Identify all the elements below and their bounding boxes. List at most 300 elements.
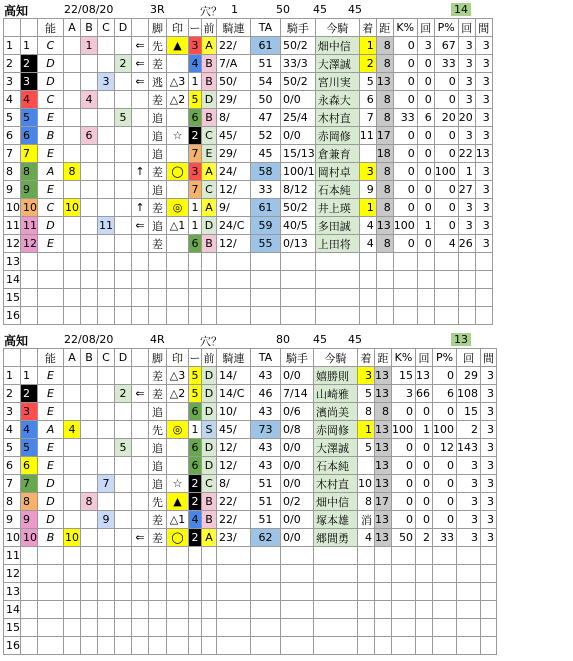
count-2-cell[interactable]: 20 [458, 109, 475, 127]
p-pct-cell[interactable]: 0 [433, 403, 457, 421]
rank-c-cell[interactable] [98, 127, 115, 145]
finish-cell[interactable] [358, 583, 375, 601]
distance-cell[interactable]: 17 [376, 127, 393, 145]
dash-cell[interactable]: 6 [189, 235, 202, 253]
distance-cell[interactable]: 13 [376, 217, 393, 235]
row-no-cell[interactable]: 8 [4, 163, 21, 181]
ta-cell[interactable]: 50 [251, 91, 281, 109]
count-1-cell[interactable]: 0 [417, 235, 434, 253]
ability-cell[interactable]: E [38, 403, 64, 421]
prev-cell[interactable]: B [202, 73, 217, 91]
current-jockey-cell[interactable] [315, 253, 359, 271]
rank-b-cell[interactable] [81, 55, 98, 73]
rank-b-cell[interactable] [81, 637, 98, 655]
dash-cell[interactable] [189, 637, 202, 655]
current-jockey-cell[interactable]: 赤岡修 [314, 421, 358, 439]
distance-cell[interactable]: 8 [376, 163, 393, 181]
prev-cell[interactable]: C [202, 475, 217, 493]
jockey-combo-cell[interactable]: 10/ [217, 403, 251, 421]
jockey-combo-cell[interactable]: 22/ [217, 511, 251, 529]
count-1-cell[interactable]: 0 [417, 199, 434, 217]
dash-cell[interactable]: 1 [189, 217, 202, 235]
count-2-cell[interactable]: 2 [457, 421, 481, 439]
rank-d-cell[interactable] [115, 637, 132, 655]
count-2-cell[interactable]: 3 [458, 91, 475, 109]
rank-c-cell[interactable] [98, 289, 115, 307]
arrow-cell[interactable] [132, 307, 149, 325]
interval-cell[interactable]: 3 [475, 73, 492, 91]
mark-cell[interactable]: ☆ [167, 475, 189, 493]
rank-a-cell[interactable] [64, 439, 81, 457]
finish-cell[interactable]: 8 [358, 403, 375, 421]
rank-c-cell[interactable] [98, 457, 115, 475]
ta-cell[interactable]: 62 [251, 529, 281, 547]
ability-cell[interactable]: D [38, 511, 64, 529]
distance-cell[interactable] [376, 289, 393, 307]
count-2-cell[interactable] [457, 601, 481, 619]
row-no-cell[interactable]: 12 [4, 565, 21, 583]
prev-cell[interactable]: D [202, 439, 217, 457]
jockey-cell[interactable] [281, 271, 316, 289]
arrow-cell[interactable] [132, 127, 149, 145]
rank-b-cell[interactable] [81, 421, 98, 439]
dash-cell[interactable]: 1 [189, 421, 202, 439]
arrow-cell[interactable] [132, 583, 149, 601]
rank-d-cell[interactable] [115, 583, 132, 601]
rank-d-cell[interactable] [115, 493, 132, 511]
count-1-cell[interactable]: 0 [416, 511, 433, 529]
jockey-combo-cell[interactable] [217, 307, 251, 325]
interval-cell[interactable]: 3 [475, 235, 492, 253]
rank-b-cell[interactable] [81, 73, 98, 91]
arrow-cell[interactable] [132, 289, 149, 307]
jockey-cell[interactable]: 0/6 [281, 403, 314, 421]
style-cell[interactable] [149, 619, 167, 637]
rank-a-cell[interactable] [64, 181, 81, 199]
distance-cell[interactable] [376, 307, 393, 325]
mark-cell[interactable] [167, 181, 189, 199]
gate-no-cell[interactable]: 12 [21, 235, 38, 253]
distance-cell[interactable]: 8 [375, 403, 392, 421]
gate-no-cell[interactable]: 5 [21, 109, 38, 127]
ta-cell[interactable]: 59 [251, 217, 281, 235]
rank-c-cell[interactable] [98, 637, 115, 655]
arrow-cell[interactable] [132, 619, 149, 637]
ta-cell[interactable]: 73 [251, 421, 281, 439]
rank-a-cell[interactable] [64, 217, 81, 235]
distance-cell[interactable]: 8 [376, 109, 393, 127]
jockey-cell[interactable]: 100/1 [281, 163, 316, 181]
current-jockey-cell[interactable]: 赤岡修 [315, 127, 359, 145]
jockey-cell[interactable]: 0/0 [281, 511, 314, 529]
gate-no-cell[interactable]: 11 [21, 217, 38, 235]
gate-no-cell[interactable]: 3 [21, 73, 38, 91]
rank-a-cell[interactable] [64, 385, 81, 403]
dash-cell[interactable]: 4 [189, 511, 202, 529]
dash-cell[interactable] [189, 619, 202, 637]
jockey-cell[interactable]: 0/13 [281, 235, 316, 253]
interval-cell[interactable]: 3 [481, 439, 497, 457]
jockey-cell[interactable] [281, 619, 314, 637]
style-cell[interactable]: 追 [149, 181, 167, 199]
ta-cell[interactable] [251, 271, 281, 289]
row-no-cell[interactable]: 7 [4, 145, 21, 163]
dash-cell[interactable]: 1 [189, 73, 202, 91]
count-1-cell[interactable]: 3 [417, 37, 434, 55]
style-cell[interactable]: 差 [149, 385, 167, 403]
style-cell[interactable]: 追 [149, 127, 167, 145]
gate-no-cell[interactable] [21, 637, 38, 655]
rank-a-cell[interactable] [64, 475, 81, 493]
prev-cell[interactable]: D [202, 457, 217, 475]
gate-no-cell[interactable]: 10 [21, 529, 38, 547]
k-pct-cell[interactable]: 15 [392, 367, 416, 385]
ta-cell[interactable]: 46 [251, 385, 281, 403]
jockey-combo-cell[interactable]: 12/ [217, 457, 251, 475]
current-jockey-cell[interactable]: 畑中信 [315, 37, 359, 55]
count-1-cell[interactable] [417, 271, 434, 289]
jockey-combo-cell[interactable]: 8/ [217, 475, 251, 493]
current-jockey-cell[interactable]: 木村直 [315, 109, 359, 127]
gate-no-cell[interactable]: 7 [21, 145, 38, 163]
style-cell[interactable]: 追 [149, 439, 167, 457]
p-pct-cell[interactable] [434, 289, 458, 307]
prev-cell[interactable]: D [202, 367, 217, 385]
style-cell[interactable] [149, 253, 167, 271]
count-2-cell[interactable]: 1 [458, 163, 475, 181]
rank-d-cell[interactable] [115, 163, 132, 181]
dash-cell[interactable]: 1 [189, 199, 202, 217]
mark-cell[interactable] [167, 307, 189, 325]
gate-no-cell[interactable]: 9 [21, 181, 38, 199]
finish-cell[interactable]: 1 [358, 421, 375, 439]
ta-cell[interactable] [251, 253, 281, 271]
jockey-cell[interactable]: 50/2 [281, 73, 316, 91]
jockey-cell[interactable]: 0/0 [281, 457, 314, 475]
count-1-cell[interactable] [416, 565, 433, 583]
rank-c-cell[interactable] [98, 181, 115, 199]
finish-cell[interactable]: 5 [358, 439, 375, 457]
current-jockey-cell[interactable] [314, 637, 358, 655]
ability-cell[interactable]: C [38, 199, 64, 217]
ta-cell[interactable] [251, 583, 281, 601]
rank-a-cell[interactable] [64, 403, 81, 421]
rank-c-cell[interactable] [98, 253, 115, 271]
arrow-cell[interactable]: ⇐ [132, 385, 149, 403]
ta-cell[interactable]: 61 [251, 199, 281, 217]
arrow-cell[interactable] [132, 493, 149, 511]
ability-cell[interactable]: E [38, 385, 64, 403]
jockey-cell[interactable]: 8/12 [281, 181, 316, 199]
arrow-cell[interactable]: ⇐ [132, 55, 149, 73]
row-no-cell[interactable]: 4 [4, 421, 21, 439]
arrow-cell[interactable] [132, 511, 149, 529]
k-pct-cell[interactable]: 0 [393, 55, 417, 73]
style-cell[interactable]: 差 [149, 199, 167, 217]
finish-cell[interactable]: 消 [358, 511, 375, 529]
arrow-cell[interactable] [132, 109, 149, 127]
distance-cell[interactable]: 13 [375, 529, 392, 547]
count-2-cell[interactable]: 3 [458, 199, 475, 217]
distance-cell[interactable] [375, 601, 392, 619]
rank-a-cell[interactable] [64, 127, 81, 145]
dash-cell[interactable] [189, 307, 202, 325]
current-jockey-cell[interactable] [314, 547, 358, 565]
current-jockey-cell[interactable] [314, 601, 358, 619]
rank-c-cell[interactable] [98, 37, 115, 55]
prev-cell[interactable]: E [202, 145, 217, 163]
p-pct-cell[interactable]: 0 [434, 199, 458, 217]
rank-b-cell[interactable] [81, 511, 98, 529]
count-1-cell[interactable]: 0 [417, 181, 434, 199]
current-jockey-cell[interactable]: 濱尚美 [314, 403, 358, 421]
distance-cell[interactable]: 8 [376, 55, 393, 73]
jockey-cell[interactable]: 0/0 [281, 475, 314, 493]
rank-b-cell[interactable] [81, 163, 98, 181]
row-no-cell[interactable]: 16 [4, 637, 21, 655]
rank-a-cell[interactable] [64, 637, 81, 655]
row-no-cell[interactable]: 4 [4, 91, 21, 109]
count-2-cell[interactable]: 3 [457, 457, 481, 475]
rank-b-cell[interactable] [81, 601, 98, 619]
p-pct-cell[interactable]: 0 [434, 145, 458, 163]
arrow-cell[interactable] [132, 403, 149, 421]
ta-cell[interactable]: 47 [251, 109, 281, 127]
distance-cell[interactable] [375, 637, 392, 655]
ta-cell[interactable]: 51 [251, 511, 281, 529]
row-no-cell[interactable]: 1 [4, 367, 21, 385]
ta-cell[interactable]: 43 [251, 439, 281, 457]
finish-cell[interactable] [359, 271, 376, 289]
dash-cell[interactable]: 2 [189, 493, 202, 511]
arrow-cell[interactable] [132, 253, 149, 271]
ability-cell[interactable] [38, 583, 64, 601]
distance-cell[interactable] [375, 565, 392, 583]
prev-cell[interactable]: D [202, 403, 217, 421]
mark-cell[interactable] [167, 145, 189, 163]
jockey-combo-cell[interactable]: 8/ [217, 109, 251, 127]
count-2-cell[interactable]: 3 [458, 37, 475, 55]
gate-no-cell[interactable]: 2 [21, 55, 38, 73]
interval-cell[interactable]: 3 [481, 493, 497, 511]
ta-cell[interactable] [251, 565, 281, 583]
style-cell[interactable] [149, 565, 167, 583]
ta-cell[interactable]: 51 [251, 475, 281, 493]
ta-cell[interactable] [251, 307, 281, 325]
p-pct-cell[interactable]: 100 [433, 421, 457, 439]
finish-cell[interactable]: 2 [359, 55, 376, 73]
ability-cell[interactable]: E [38, 145, 64, 163]
gate-no-cell[interactable]: 1 [21, 367, 38, 385]
prev-cell[interactable]: A [202, 163, 217, 181]
ability-cell[interactable] [38, 601, 64, 619]
rank-c-cell[interactable] [98, 403, 115, 421]
rank-b-cell[interactable] [81, 565, 98, 583]
count-2-cell[interactable]: 3 [457, 529, 481, 547]
current-jockey-cell[interactable]: 上田将 [315, 235, 359, 253]
finish-cell[interactable]: 3 [359, 163, 376, 181]
style-cell[interactable]: 差 [149, 163, 167, 181]
count-1-cell[interactable] [416, 619, 433, 637]
finish-cell[interactable]: 7 [359, 109, 376, 127]
gate-no-cell[interactable]: 9 [21, 511, 38, 529]
gate-no-cell[interactable]: 8 [21, 493, 38, 511]
mark-cell[interactable] [167, 439, 189, 457]
p-pct-cell[interactable]: 100 [434, 163, 458, 181]
ta-cell[interactable] [251, 547, 281, 565]
jockey-cell[interactable] [281, 547, 314, 565]
finish-cell[interactable]: 5 [359, 73, 376, 91]
current-jockey-cell[interactable]: 木村直 [314, 475, 358, 493]
distance-cell[interactable] [376, 253, 393, 271]
style-cell[interactable] [149, 307, 167, 325]
mark-cell[interactable] [167, 637, 189, 655]
ability-cell[interactable] [38, 271, 64, 289]
arrow-cell[interactable] [132, 421, 149, 439]
rank-a-cell[interactable] [64, 73, 81, 91]
distance-cell[interactable]: 8 [376, 181, 393, 199]
mark-cell[interactable]: ▲ [167, 493, 189, 511]
finish-cell[interactable]: 4 [359, 235, 376, 253]
row-no-cell[interactable]: 1 [4, 37, 21, 55]
k-pct-cell[interactable]: 0 [393, 145, 417, 163]
count-1-cell[interactable]: 13 [416, 367, 433, 385]
interval-cell[interactable] [475, 271, 492, 289]
rank-c-cell[interactable] [98, 91, 115, 109]
row-no-cell[interactable]: 11 [4, 547, 21, 565]
rank-b-cell[interactable] [81, 475, 98, 493]
rank-d-cell[interactable] [115, 457, 132, 475]
row-no-cell[interactable]: 10 [4, 529, 21, 547]
mark-cell[interactable]: △1 [167, 511, 189, 529]
interval-cell[interactable] [481, 637, 497, 655]
gate-no-cell[interactable] [21, 565, 38, 583]
ability-cell[interactable]: B [38, 127, 64, 145]
rank-b-cell[interactable]: 6 [81, 127, 98, 145]
rank-b-cell[interactable] [81, 289, 98, 307]
k-pct-cell[interactable]: 0 [392, 439, 416, 457]
ta-cell[interactable]: 43 [251, 457, 281, 475]
prev-cell[interactable]: S [202, 421, 217, 439]
k-pct-cell[interactable] [392, 583, 416, 601]
ability-cell[interactable]: C [38, 91, 64, 109]
rank-a-cell[interactable] [64, 367, 81, 385]
ta-cell[interactable]: 45 [251, 145, 281, 163]
count-2-cell[interactable] [458, 307, 475, 325]
rank-d-cell[interactable] [115, 511, 132, 529]
finish-cell[interactable] [359, 289, 376, 307]
count-2-cell[interactable] [457, 619, 481, 637]
rank-d-cell[interactable] [115, 73, 132, 91]
interval-cell[interactable]: 3 [481, 403, 497, 421]
count-1-cell[interactable] [416, 601, 433, 619]
k-pct-cell[interactable]: 100 [393, 217, 417, 235]
count-1-cell[interactable]: 2 [416, 529, 433, 547]
arrow-cell[interactable] [132, 181, 149, 199]
current-jockey-cell[interactable] [314, 565, 358, 583]
style-cell[interactable]: 先 [149, 421, 167, 439]
rank-c-cell[interactable]: 3 [98, 73, 115, 91]
distance-cell[interactable]: 13 [375, 457, 392, 475]
rank-b-cell[interactable]: 4 [81, 91, 98, 109]
mark-cell[interactable]: ▲ [167, 37, 189, 55]
k-pct-cell[interactable]: 50 [392, 529, 416, 547]
dash-cell[interactable] [189, 289, 202, 307]
distance-cell[interactable]: 13 [375, 385, 392, 403]
gate-no-cell[interactable]: 4 [21, 421, 38, 439]
row-no-cell[interactable]: 15 [4, 289, 21, 307]
arrow-cell[interactable]: ↑ [132, 199, 149, 217]
rank-a-cell[interactable] [64, 511, 81, 529]
current-jockey-cell[interactable] [315, 307, 359, 325]
count-2-cell[interactable]: 3 [457, 493, 481, 511]
prev-cell[interactable] [202, 547, 217, 565]
rank-b-cell[interactable]: 1 [81, 37, 98, 55]
gate-no-cell[interactable] [21, 253, 38, 271]
gate-no-cell[interactable] [21, 583, 38, 601]
gate-no-cell[interactable] [21, 547, 38, 565]
mark-cell[interactable] [167, 403, 189, 421]
ability-cell[interactable]: B [38, 529, 64, 547]
finish-cell[interactable] [359, 253, 376, 271]
arrow-cell[interactable] [132, 565, 149, 583]
jockey-cell[interactable] [281, 565, 314, 583]
k-pct-cell[interactable]: 0 [393, 73, 417, 91]
jockey-combo-cell[interactable]: 45/ [217, 421, 251, 439]
distance-cell[interactable]: 8 [376, 235, 393, 253]
prev-cell[interactable] [202, 565, 217, 583]
ability-cell[interactable]: D [38, 73, 64, 91]
interval-cell[interactable]: 3 [475, 163, 492, 181]
dash-cell[interactable]: 2 [189, 127, 202, 145]
interval-cell[interactable]: 3 [481, 511, 497, 529]
p-pct-cell[interactable]: 0 [433, 367, 457, 385]
rank-d-cell[interactable] [115, 403, 132, 421]
jockey-cell[interactable] [281, 583, 314, 601]
current-jockey-cell[interactable]: 嬉勝則 [314, 367, 358, 385]
interval-cell[interactable]: 3 [481, 529, 497, 547]
ability-cell[interactable]: E [38, 235, 64, 253]
jockey-combo-cell[interactable]: 45/ [217, 127, 251, 145]
ta-cell[interactable] [251, 289, 281, 307]
k-pct-cell[interactable]: 0 [393, 91, 417, 109]
p-pct-cell[interactable]: 20 [434, 109, 458, 127]
k-pct-cell[interactable] [393, 289, 417, 307]
rank-a-cell[interactable] [64, 235, 81, 253]
jockey-combo-cell[interactable] [217, 637, 251, 655]
finish-cell[interactable]: 3 [358, 367, 375, 385]
prev-cell[interactable]: D [202, 91, 217, 109]
row-no-cell[interactable]: 3 [4, 403, 21, 421]
dash-cell[interactable] [189, 583, 202, 601]
arrow-cell[interactable]: ⇐ [132, 37, 149, 55]
interval-cell[interactable]: 3 [481, 457, 497, 475]
k-pct-cell[interactable]: 0 [393, 199, 417, 217]
interval-cell[interactable] [481, 619, 497, 637]
rank-c-cell[interactable] [98, 421, 115, 439]
jockey-cell[interactable]: 50/2 [281, 199, 316, 217]
count-2-cell[interactable]: 3 [457, 475, 481, 493]
count-2-cell[interactable]: 3 [458, 73, 475, 91]
mark-cell[interactable] [167, 619, 189, 637]
gate-no-cell[interactable]: 6 [21, 127, 38, 145]
p-pct-cell[interactable] [434, 307, 458, 325]
gate-no-cell[interactable]: 2 [21, 385, 38, 403]
count-2-cell[interactable] [458, 271, 475, 289]
rank-c-cell[interactable] [98, 307, 115, 325]
jockey-combo-cell[interactable]: 7/A [217, 55, 251, 73]
finish-cell[interactable]: 9 [359, 181, 376, 199]
